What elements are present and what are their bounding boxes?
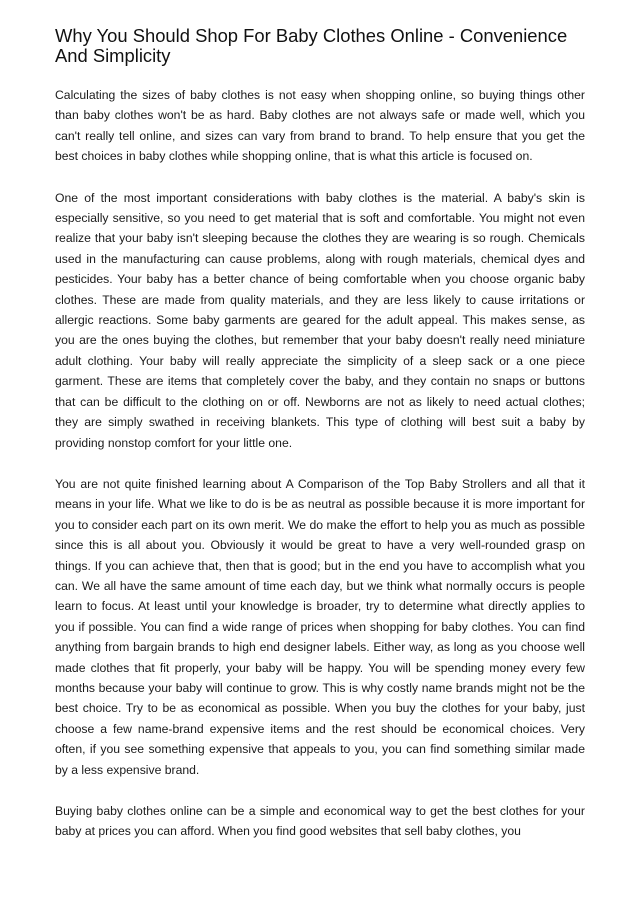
document-page [55, 26, 585, 863]
paragraph-4: Buying baby clothes online can be a simple and economical way to get the best clothes for your baby at prices you can afford. When you find good websites that sell baby clothes, you [55, 804, 585, 839]
paragraph-2: One of the most important considerations with baby clothes is the material. A baby's skin is especially sensitive, so you need to get material that is soft and comfortable. You might not even realize that your baby isn't sleeping because the clothes they are wearing is so rough. Chemicals used in the manufacturing can cause problems, along with rough materials, chemical dyes and pesticides. Your baby has a better chance of being comfortable when you choose organic baby clothes. These are made from quality materials, and they are less likely to cause irritations or allergic reactions. Some baby garments are geared for the adult appeal. This makes sense, as you are the ones buying the clothes, but remember that your baby doesn't really need miniature adult clothing. Your baby will really appreciate the simplicity of a sleep sack or a one piece garment. These are items that completely cover the baby, and they contain no snaps or buttons that can be difficult to the clothing on or off. Newborns are not as likely to need actual clothes; they are simply swathed in receiving blankets. This type of clothing will best suit a baby by providing nonstop comfort for your little one. [55, 190, 585, 450]
document-title: Why You Should Shop For Baby Clothes Online - Convenience And Simplicity [55, 25, 568, 66]
paragraph-3: You are not quite finished learning about A Comparison of the Top Baby Strollers and all that it means in your life. What we like to do is be as neutral as possible because it is more important for you to consider each part on its own merit. We do make the effort to help you as much as possible since this is all about you. Obviously it would be great to have a very well-rounded grasp on things. If you can achieve that, then that is good; but in the end you have to accomplish what you can. We all have the same amount of time each day, but we think what normally occurs is people learn to focus. At least until your knowledge is broader, try to determine what directly applies to you if possible. You can find a wide range of prices when shopping for baby clothes. You can find anything from bargain brands to high end designer labels. Either way, as long as you choose well made clothes that fit properly, your baby will be happy. You will be spending money every few months because your baby will continue to grow. This is why costly name brands might not be the best choice. Try to be as economical as possible. When you buy the clothes for your baby, just choose a few name-brand expensive items and the rest should be economical choices. Very often, if you see something expensive that appeals to you, you can find something similar made by a less expensive brand. [55, 476, 585, 777]
paragraph-1: Calculating the sizes of baby clothes is not easy when shopping online, so buying things other than baby clothes won't be as hard. Baby clothes are not always safe or made well, which you can't really tell online, and sizes can vary from brand to brand. To help ensure that you get the best choices in baby clothes while shopping online, that is what this article is focused on. [55, 88, 585, 164]
